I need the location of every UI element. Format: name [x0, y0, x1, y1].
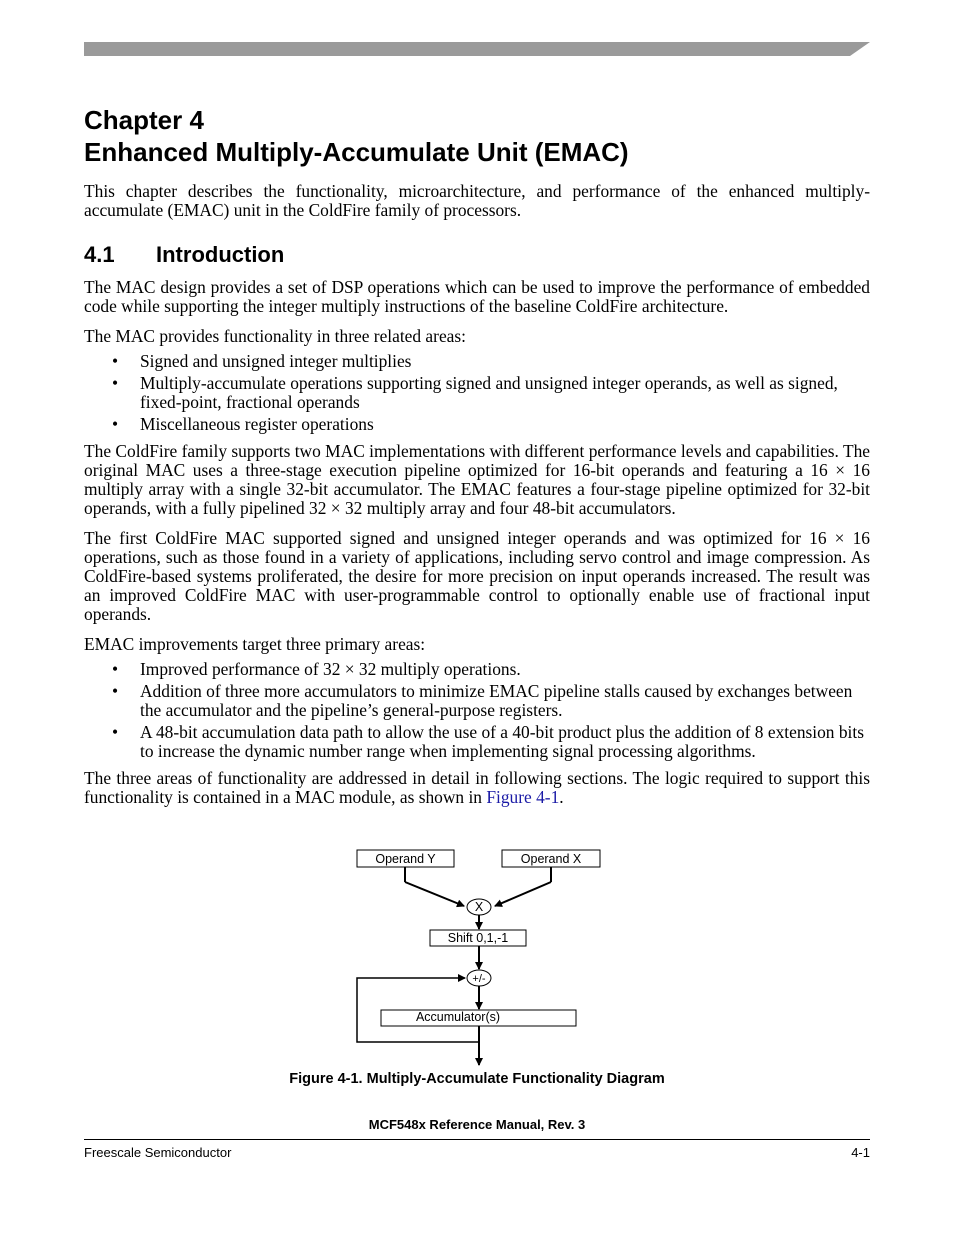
shift-box: [430, 930, 526, 946]
operand-x-label: Operand X: [520, 852, 582, 866]
bullet-list-mac-areas: [84, 352, 870, 434]
operand-y-box: [357, 850, 454, 867]
list-item: • Signed and unsigned integer multiplies: [112, 351, 412, 371]
footer-divider: [84, 1139, 870, 1140]
chapter-name: Enhanced Multiply-Accumulate Unit (EMAC): [84, 137, 629, 167]
list-item: • Multiply-accumulate operations supporting signed and unsigned integer operands, as well as signed, fixed-point, fractional operands: [112, 373, 838, 412]
operand-y-label: Operand Y: [375, 852, 436, 866]
multiply-node: [467, 899, 491, 915]
figure-4-1-link[interactable]: Figure 4-1: [486, 787, 560, 807]
chapter-number: Chapter 4: [84, 105, 204, 135]
list-item: • Miscellaneous register operations: [112, 414, 374, 434]
accumulator-box: [381, 1010, 576, 1026]
add-subtract-label: +/-: [472, 973, 486, 985]
manual-title: MCF548x Reference Manual, Rev. 3: [368, 1117, 586, 1132]
paragraph-mac-areas: The MAC provides functionality in three related areas:: [84, 326, 466, 346]
section-number: 4.1: [84, 242, 115, 267]
company-name: Freescale Semiconductor: [84, 1145, 232, 1160]
list-item: • Improved performance of 32 × 32 multiply operations.: [112, 659, 521, 679]
page-content: [84, 104, 870, 807]
page-number: 4-1: [851, 1145, 870, 1160]
header-bar: [84, 42, 870, 56]
shift-label: Shift 0,1,-1: [447, 931, 509, 945]
paragraph-mac-design: The MAC design provides a set of DSP operations which can be used to improve the performance of embedded code while supporting the integer multiply instructions of the baseline ColdFire architecture.: [84, 277, 870, 316]
accumulator-label: Accumulator(s): [415, 1010, 501, 1024]
section-heading: [84, 242, 870, 268]
operand-x-box: [502, 850, 600, 867]
paragraph-mac-implementations: The ColdFire family supports two MAC implementations with different performance levels and capabilities. The original MAC uses a three-stage execution pipeline optimized for 16-bit operands and featuring a 16 × 16 multiply array with a single 32-bit accumulator. The EMAC features a four-stage pipeline optimized for 32-bit operands, with a fully pipelined 32 × 32 multiply array and four 48-bit accumulators.: [84, 441, 870, 518]
bullet-list-emac-improvements: [84, 660, 870, 761]
mac-functionality-diagram: [340, 845, 620, 1070]
list-item: • A 48-bit accumulation data path to allow the use of a 40-bit product plus the addition of 8 extension bits to increase the dynamic number range when implementing signal processing algorithms.: [112, 722, 864, 761]
paragraph-functionality: The three areas of functionality are addressed in detail in following sections. The logic required to support this functionality is contained in a MAC module, as shown in Figure 4-1.: [84, 768, 870, 807]
add-subtract-node: [467, 970, 491, 986]
operand-x-arrow: [495, 882, 551, 906]
figure-caption: Figure 4-1. Multiply-Accumulate Functionality Diagram: [289, 1071, 665, 1087]
multiply-label: X: [474, 900, 484, 914]
paragraph-first-mac: The first ColdFire MAC supported signed and unsigned integer operands and was optimized for 16 × 16 operations, such as those found in a variety of applications, including servo control and image compression. As ColdFire-based systems proliferated, the desire for more precision on input operands increased. The result was an improved ColdFire MAC with user-programmable control to optionally enable use of fractional input operands.: [84, 528, 870, 624]
chapter-intro: This chapter describes the functionality, microarchitecture, and performance of the enhanced multiply-accumulate (EMAC) unit in the ColdFire family of processors.: [84, 181, 870, 220]
operand-y-arrow: [405, 882, 464, 906]
list-item: • Addition of three more accumulators to minimize EMAC pipeline stalls caused by exchanges between the accumulator and the pipeline’s general-purpose registers.: [112, 681, 853, 720]
paragraph-emac-improvements: EMAC improvements target three primary areas:: [84, 634, 426, 654]
section-title: Introduction: [156, 242, 285, 267]
chapter-title: [84, 104, 870, 168]
